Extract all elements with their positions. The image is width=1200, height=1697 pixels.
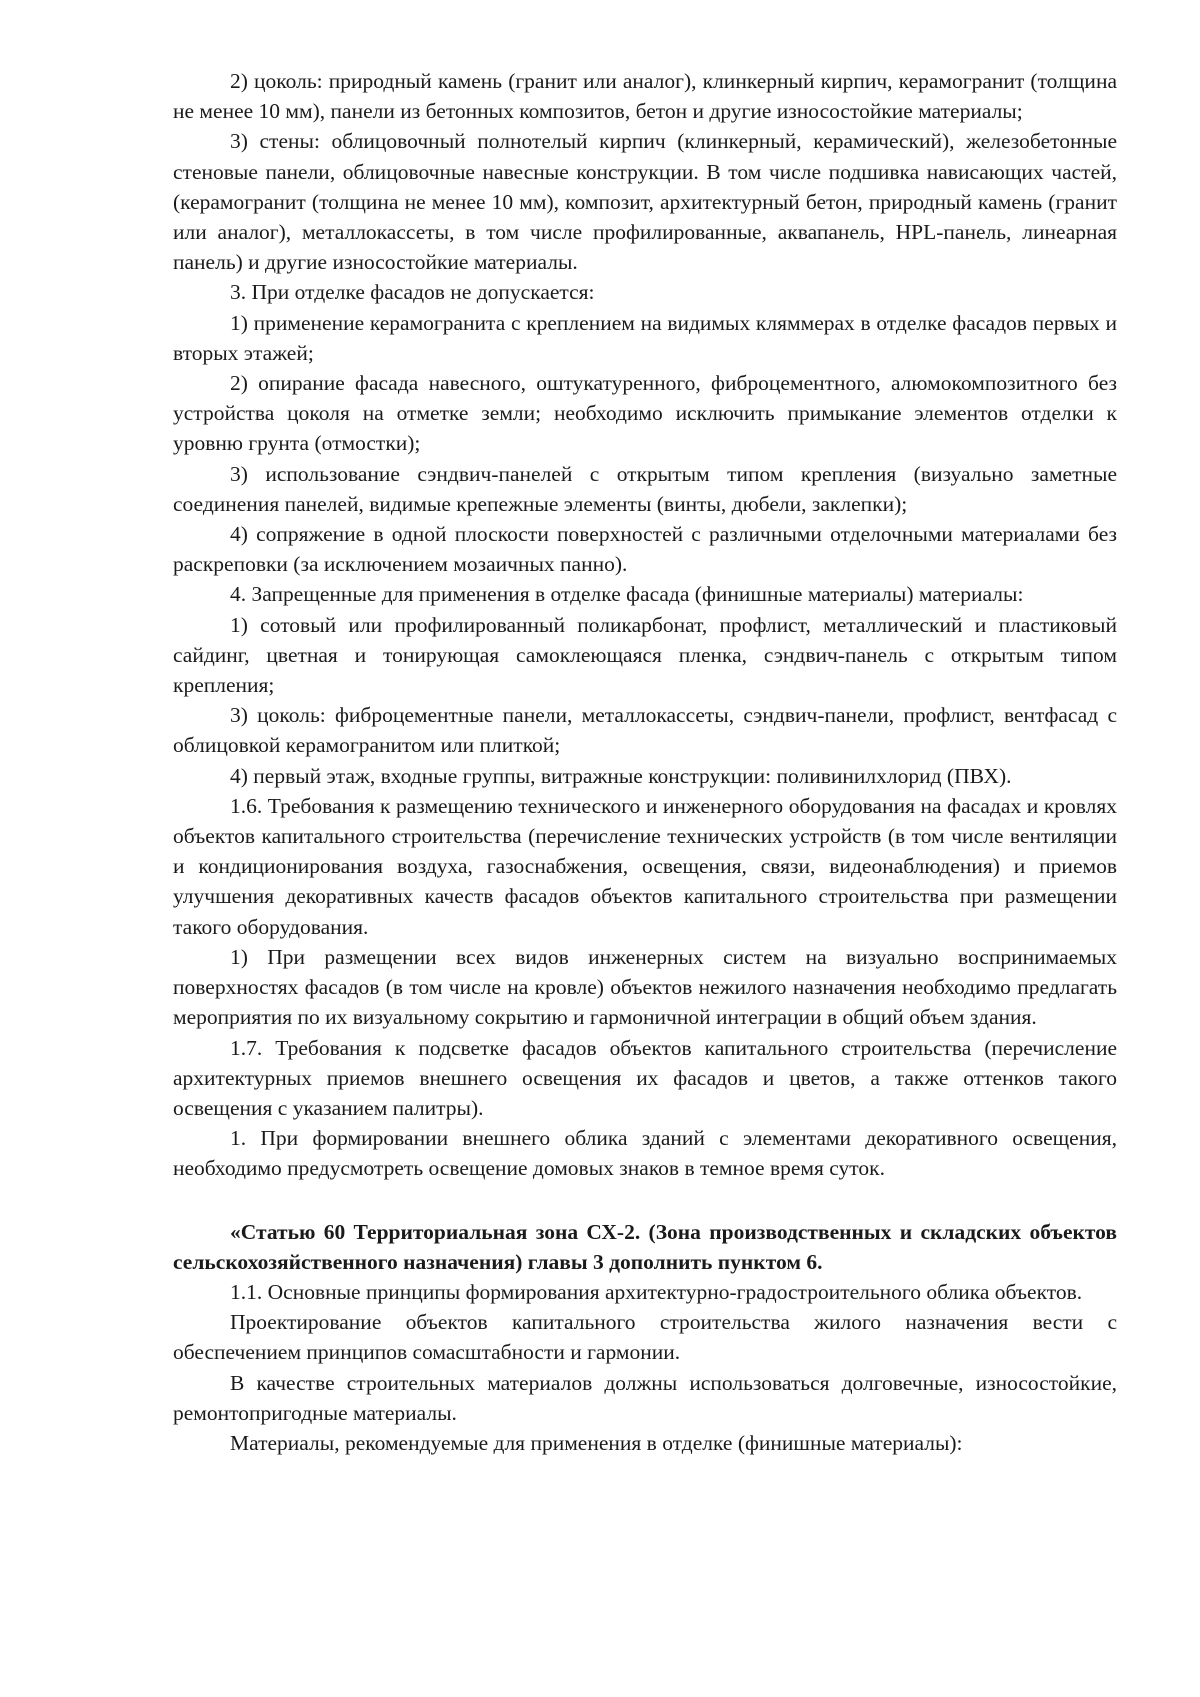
paragraph-not-allowed-4: 4) сопряжение в одной плоскости поверхностей с различными отделочными материалами без раскреповки (за исключением мозаичных панно). (173, 522, 1117, 577)
paragraph-forbidden-4: 4) первый этаж, входные группы, витражные конструкции: поливинилхлорид (ПВХ). (230, 763, 1012, 788)
paragraph-section-1-6: 1.6. Требования к размещению технического и инженерного оборудования на фасадах и кровлях объектов капитального строительства (перечисление технических устройств (в том числе вентиляции и кондиционирования воздуха, газоснабжения, освещения, связи, видеонаблюдения) и приемов улучшения декоративных качеств фасадов объектов капитального строительства при размещении такого оборудования. (173, 793, 1117, 939)
section-heading-article-60: «Статью 60 Территориальная зона СХ-2. (Зона производственных и складских объектов сельскохозяйственного назначения) главы 3 дополнить пунктом 6. (173, 1219, 1117, 1274)
paragraph-forbidden-1: 1) сотовый или профилированный поликарбонат, профлист, металлический и пластиковый сайдинг, цветная и тонирующая самоклеющаяся пленка, сэндвич-панель с открытым типом крепления; (173, 612, 1117, 698)
paragraph-not-allowed-2: 2) опирание фасада навесного, оштукатуренного, фиброцементного, алюмокомпозитного без устройства цоколя на отметке земли; необходимо исключить примыкание элементов отделки к уровню грунта (отмостки); (173, 371, 1117, 456)
paragraph-design-principles: Проектирование объектов капитального строительства жилого назначения вести с обеспечением принципов сомасштабности и гармонии. (173, 1310, 1117, 1365)
paragraph-engineering-systems: 1) При размещении всех видов инженерных систем на визуально воспринимаемых поверхностях фасадов (в том числе на кровле) объектов нежилого назначения необходимо предлагать мероприятия по их визуальному сокрытию и гармоничной интеграции в общий объем здания. (173, 944, 1117, 1030)
paragraph-plinth-materials: 2) цоколь: природный камень (гранит или аналог), клинкерный кирпич, керамогранит (толщина не менее 10 мм), панели из бетонных композитов, бетон и другие износостойкие материалы; (173, 69, 1117, 124)
paragraph-forbidden-3: 3) цоколь: фиброцементные панели, металлокассеты, сэндвич-панели, профлист, вентфасад с облицовкой керамогранитом или плиткой; (173, 703, 1117, 758)
paragraph-decorative-lighting: 1. При формировании внешнего облика зданий с элементами декоративного освещения, необходимо предусмотреть освещение домовых знаков в темное время суток. (173, 1126, 1117, 1181)
paragraph-forbidden-heading: 4. Запрещенные для применения в отделке фасада (финишные материалы) материалы: (230, 582, 1024, 607)
section-spacer (173, 1184, 1117, 1217)
paragraph-building-materials: В качестве строительных материалов должны использоваться долговечные, износостойкие, ремонтопригодные материалы. (173, 1370, 1117, 1425)
paragraph-recommended-materials: Материалы, рекомендуемые для применения в отделке (финишные материалы): (230, 1430, 963, 1455)
paragraph-section-1-7: 1.7. Требования к подсветке фасадов объектов капитального строительства (перечисление архитектурных приемов внешнего освещения их фасадов и цветов, а также оттенков такого освещения с указанием палитры). (173, 1035, 1117, 1120)
paragraph-not-allowed-3: 3) использование сэндвич-панелей с открытым типом крепления (визуально заметные соединения панелей, видимые крепежные элементы (винты, дюбели, заклепки); (173, 461, 1117, 516)
paragraph-wall-materials: 3) стены: облицовочный полнотелый кирпич (клинкерный, керамический), железобетонные стеновые панели, облицовочные навесные конструкции. В том числе подшивка нависающих частей, (керамогранит (толщина не менее 10 мм), композит, архитектурный бетон, природный камень (гранит или аналог), металлокассеты, в том числе профилированные, аквапанель, HPL-панель, линеарная панель) и другие износостойкие материалы. (173, 129, 1117, 275)
document-page (173, 66, 1117, 1458)
paragraph-section-1-1: 1.1. Основные принципы формирования архитектурно-градостроительного облика объектов. (230, 1279, 1083, 1304)
paragraph-not-allowed-heading: 3. При отделке фасадов не допускается: (230, 280, 595, 305)
paragraph-not-allowed-1: 1) применение керамогранита с креплением на видимых кляммерах в отделке фасадов первых и вторых этажей; (173, 310, 1117, 365)
